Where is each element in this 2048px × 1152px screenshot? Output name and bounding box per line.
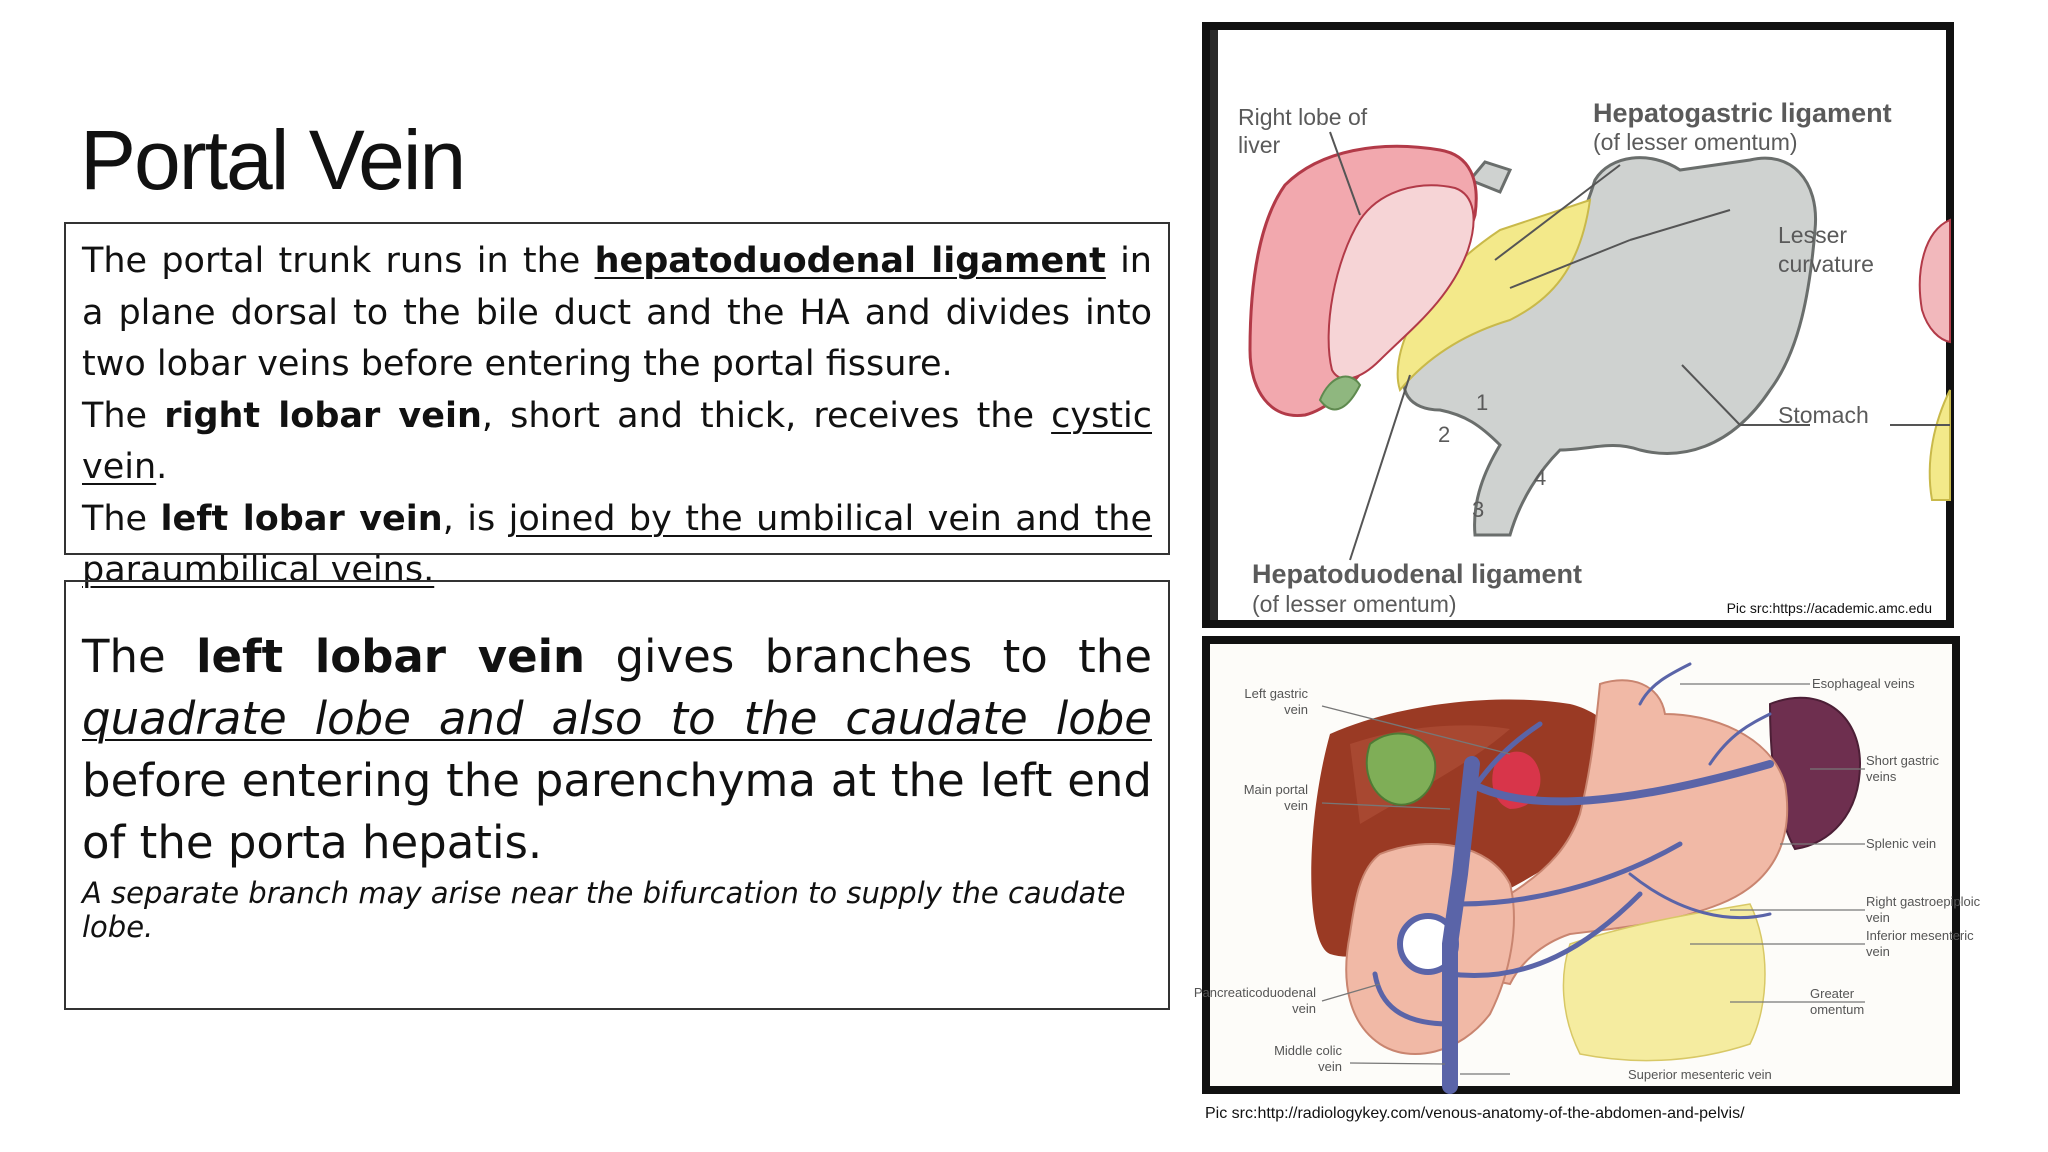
- figure-portal-venous-anatomy: [1193, 636, 1981, 1094]
- term-left-lobar-vein: left lobar vein: [196, 630, 586, 683]
- label-main-portal-vein: vein: [1284, 798, 1308, 813]
- label-number-2: 2: [1438, 422, 1451, 447]
- label-left-gastric-vein: vein: [1284, 702, 1308, 717]
- label-hepatogastric-sub: (of lesser omentum): [1593, 129, 1798, 155]
- text-span: The: [82, 395, 165, 436]
- label-splenic: Splenic vein: [1866, 836, 1937, 851]
- figure2-source: Pic src:http://radiologykey.com/venous-anatomy-of-the-abdomen-and-pelvis/: [1205, 1105, 1745, 1122]
- label-pancreaticoduodenal: Pancreaticoduodenal: [1193, 985, 1316, 1000]
- label-curvature: curvature: [1778, 251, 1874, 277]
- text-box-left-lobar-vein: [64, 580, 1170, 1010]
- label-lesser: Lesser: [1778, 222, 1848, 248]
- portal-venous-illustration: [1193, 644, 1981, 1086]
- text-span: , short and thick, receives the: [481, 395, 1052, 436]
- text-span: , is: [442, 498, 509, 539]
- label-hepatogastric: Hepatogastric ligament: [1593, 98, 1892, 128]
- text-span: The portal trunk runs in the: [82, 241, 595, 281]
- label-main-portal: Main portal: [1243, 782, 1308, 797]
- label-inferior-mesenteric: Inferior mesenteric: [1866, 928, 1974, 943]
- label-hepatoduodenal-sub: (of lesser omentum): [1252, 591, 1457, 617]
- label-right-gastroepiploic-vein: vein: [1866, 910, 1890, 925]
- figure1-source: Pic src:https://academic.amc.edu: [1726, 600, 1932, 616]
- label-short-gastric-veins: veins: [1866, 769, 1897, 784]
- label-stomach: Stomach: [1778, 402, 1869, 428]
- label-left-gastric: Left gastric: [1244, 686, 1308, 701]
- note-caudate-branch: A separate branch may arise near the bifurcation to supply the caudate lobe.: [82, 876, 1126, 944]
- term-quadrate-caudate: quadrate lobe and also to the caudate lobe: [82, 692, 1152, 745]
- label-liver: liver: [1238, 132, 1281, 158]
- text-span: in a plane dorsal to the bile duct and the HA and divides into two lobar veins before entering the portal fissure.: [82, 241, 1152, 384]
- text-box-portal-trunk: [64, 222, 1170, 590]
- page-title: Portal Vein: [80, 113, 465, 207]
- label-number-1: 1: [1476, 390, 1489, 415]
- label-omentum: omentum: [1810, 1002, 1865, 1017]
- label-middle-colic: Middle colic: [1274, 1043, 1342, 1058]
- term-cystic-vein: cystic vein: [82, 395, 1152, 487]
- text-span: The: [82, 498, 161, 539]
- label-esophageal: Esophageal veins: [1812, 676, 1915, 691]
- term-umbilical-paraumbilical: joined by the umbilical vein and the paraumbilical veins.: [82, 498, 1152, 590]
- label-number-3: 3: [1472, 497, 1485, 522]
- text-span: The: [82, 630, 197, 683]
- term-left-lobar-vein: left lobar vein: [160, 498, 443, 539]
- label-pancreaticoduodenal-vein: vein: [1292, 1001, 1316, 1016]
- paragraph-portal-trunk: [82, 236, 1152, 597]
- term-right-lobar-vein: right lobar vein: [164, 395, 482, 436]
- label-greater: Greater: [1810, 986, 1855, 1001]
- text-span: .: [156, 447, 168, 487]
- label-inferior-mesenteric-vein: vein: [1866, 944, 1890, 959]
- lesser-omentum-illustration: [1210, 30, 1946, 620]
- gallbladder-shape: [1367, 734, 1435, 805]
- text-span: gives branches to the: [585, 630, 1153, 683]
- label-right-lobe: Right lobe of: [1238, 104, 1368, 130]
- term-hepatoduodenal-ligament: hepatoduodenal ligament: [594, 241, 1106, 281]
- label-number-4: 4: [1534, 465, 1547, 490]
- label-superior-mesenteric: Superior mesenteric vein: [1628, 1067, 1772, 1082]
- label-hepatoduodenal: Hepatoduodenal ligament: [1252, 559, 1583, 589]
- paragraph-left-lobar-vein: [82, 626, 1152, 874]
- figure-lesser-omentum: [1202, 22, 1954, 628]
- label-middle-colic-vein: vein: [1318, 1059, 1342, 1074]
- label-short-gastric: Short gastric: [1866, 753, 1939, 768]
- label-right-gastroepiploic: Right gastroepiploic: [1866, 894, 1981, 909]
- text-span: before entering the parenchyma at the left end of the porta hepatis.: [82, 754, 1152, 869]
